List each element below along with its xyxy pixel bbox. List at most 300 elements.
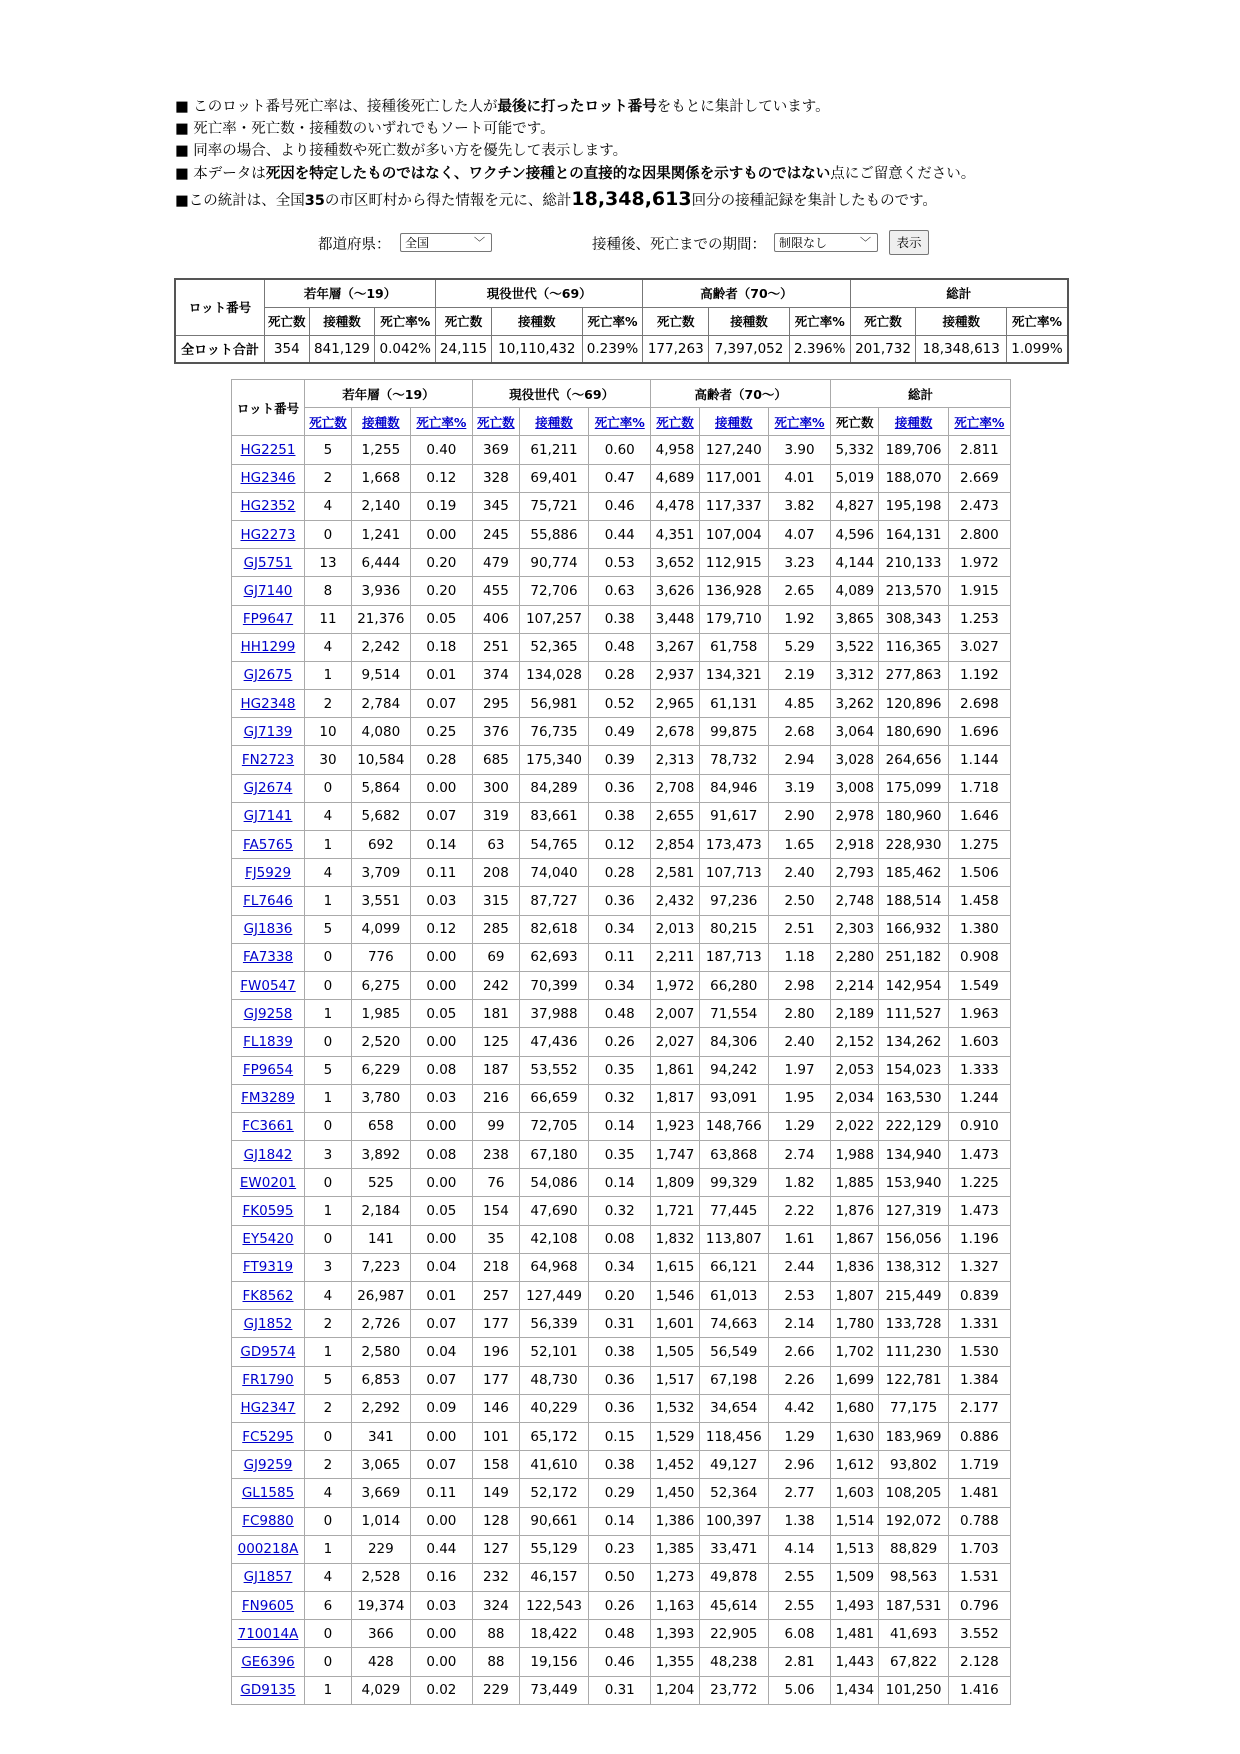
lot-number-cell[interactable]	[232, 1479, 305, 1507]
data-cell: 1.29	[768, 1422, 830, 1450]
data-cell: 0.63	[589, 577, 651, 605]
data-cell: 0.910	[948, 1112, 1010, 1140]
data-cell: 692	[351, 831, 410, 859]
lot-number-cell[interactable]	[232, 915, 305, 943]
lot-number-link[interactable]: GJ2675	[243, 667, 293, 684]
data-cell: 216	[472, 1084, 519, 1112]
data-cell: 2.98	[768, 971, 830, 999]
data-cell: 1.473	[948, 1141, 1010, 1169]
lot-number-link[interactable]: GJ2674	[243, 780, 293, 797]
data-cell: 1,876	[831, 1197, 879, 1225]
sort-link[interactable]: 死亡数	[656, 414, 694, 430]
lot-number-cell[interactable]	[232, 1507, 305, 1535]
data-cell: 11	[305, 605, 352, 633]
data-cell: 1,443	[831, 1648, 879, 1676]
lot-number-cell[interactable]	[232, 718, 305, 746]
sort-column-header[interactable]	[519, 408, 588, 436]
data-cell: 4,144	[831, 549, 879, 577]
lot-number-link[interactable]: HG2251	[240, 441, 296, 458]
data-cell: 84,306	[699, 1028, 768, 1056]
data-cell: 2.80	[768, 1000, 830, 1028]
lot-number-link[interactable]: HG2352	[240, 498, 296, 515]
lot-number-link[interactable]: FK8562	[242, 1287, 294, 1304]
sort-link[interactable]: 死亡率%	[774, 414, 825, 430]
data-cell: 328	[472, 464, 519, 492]
notes	[175, 96, 1075, 212]
column-header: 死亡率%	[789, 307, 850, 335]
sort-column-header[interactable]	[948, 408, 1010, 436]
data-cell: 72,706	[519, 577, 588, 605]
data-cell: 2.473	[948, 492, 1010, 520]
data-cell: 2.128	[948, 1648, 1010, 1676]
lot-number-link[interactable]: FK0595	[242, 1203, 294, 1220]
data-cell: 685	[472, 746, 519, 774]
data-cell: 9,514	[351, 661, 410, 689]
data-cell: 1.97	[768, 1056, 830, 1084]
data-cell: 3,267	[651, 633, 699, 661]
lot-number-cell[interactable]	[232, 887, 305, 915]
lot-number-link[interactable]: HG2346	[240, 470, 296, 487]
data-cell: 107,004	[699, 520, 768, 548]
data-cell: 0.05	[410, 1000, 472, 1028]
prefecture-select[interactable]: 全国 ﹀	[400, 233, 492, 252]
data-cell: 127,449	[519, 1282, 588, 1310]
lot-number-cell[interactable]	[232, 1169, 305, 1197]
data-cell: 40,229	[519, 1394, 588, 1422]
lot-number-cell[interactable]	[232, 1394, 305, 1422]
lot-number-cell[interactable]	[232, 1563, 305, 1591]
summary-label: 全ロット合計	[175, 335, 265, 363]
data-cell: 154	[472, 1197, 519, 1225]
lot-number-cell[interactable]	[232, 802, 305, 830]
lot-number-cell[interactable]	[232, 520, 305, 548]
data-cell: 300	[472, 774, 519, 802]
lot-number-cell[interactable]	[232, 464, 305, 492]
data-cell: 2,022	[831, 1112, 879, 1140]
table-row	[232, 605, 1011, 633]
data-cell: 0.34	[589, 971, 651, 999]
data-cell: 1.38	[768, 1507, 830, 1535]
data-cell: 47,436	[519, 1028, 588, 1056]
data-cell: 1.196	[948, 1225, 1010, 1253]
data-cell: 1.29	[768, 1112, 830, 1140]
summary-cell: 2.396%	[789, 335, 850, 363]
table-row	[232, 831, 1011, 859]
table-row	[232, 1648, 1011, 1676]
data-cell: 228,930	[879, 831, 948, 859]
lot-number-cell[interactable]	[232, 943, 305, 971]
lot-number-link[interactable]: FA7338	[242, 949, 294, 966]
data-cell: 142,954	[879, 971, 948, 999]
group-header: 若年層（～19）	[305, 380, 473, 408]
data-cell: 1,481	[831, 1620, 879, 1648]
lot-number-cell[interactable]	[232, 1056, 305, 1084]
table-row	[232, 1197, 1011, 1225]
data-cell: 1,493	[831, 1592, 879, 1620]
data-cell: 0.12	[410, 915, 472, 943]
lot-number-link[interactable]: FC5295	[242, 1428, 294, 1445]
data-cell: 1.253	[948, 605, 1010, 633]
sort-link[interactable]: 接種数	[894, 414, 933, 430]
data-cell: 3,028	[831, 746, 879, 774]
lot-number-link[interactable]: 710014A	[237, 1625, 299, 1642]
lot-number-cell[interactable]	[232, 1197, 305, 1225]
chevron-down-icon: ﹀	[860, 236, 871, 249]
sort-link[interactable]: 接種数	[715, 414, 753, 430]
data-cell: 324	[472, 1592, 519, 1620]
lot-number-link[interactable]: GD9135	[240, 1682, 296, 1699]
lot-number-cell[interactable]	[232, 605, 305, 633]
lot-number-cell[interactable]	[232, 549, 305, 577]
lot-number-link[interactable]: GD9574	[240, 1343, 296, 1360]
data-cell: 177	[472, 1366, 519, 1394]
data-cell: 3,936	[351, 577, 410, 605]
lot-number-link[interactable]: GJ1836	[243, 921, 293, 938]
lot-number-cell[interactable]	[232, 436, 305, 464]
sort-column-header[interactable]	[699, 408, 768, 436]
lot-number-cell[interactable]	[232, 690, 305, 718]
lot-number-link[interactable]: FC3661	[242, 1118, 294, 1135]
data-cell: 428	[351, 1648, 410, 1676]
data-cell: 4	[305, 802, 352, 830]
data-cell: 2,784	[351, 690, 410, 718]
lot-number-link[interactable]: GL1585	[241, 1484, 295, 1501]
lot-number-cell[interactable]	[232, 1112, 305, 1140]
lot-number-cell[interactable]	[232, 1422, 305, 1450]
sort-link[interactable]: 死亡数	[477, 414, 515, 430]
lot-number-link[interactable]: HG2273	[240, 526, 296, 543]
data-cell: 23,772	[699, 1676, 768, 1704]
lot-number-cell[interactable]	[232, 1366, 305, 1394]
data-cell: 0.48	[589, 1620, 651, 1648]
data-cell: 75,721	[519, 492, 588, 520]
data-cell: 125	[472, 1028, 519, 1056]
group-header: 現役世代（～69）	[472, 380, 650, 408]
data-cell: 3.19	[768, 774, 830, 802]
data-cell: 3,780	[351, 1084, 410, 1112]
data-cell: 141	[351, 1225, 410, 1253]
data-cell: 0	[305, 1028, 352, 1056]
data-cell: 1,513	[831, 1535, 879, 1563]
lot-number-cell[interactable]	[232, 859, 305, 887]
data-cell: 2	[305, 1310, 352, 1338]
data-cell: 5	[305, 915, 352, 943]
data-cell: 45,614	[699, 1592, 768, 1620]
data-cell: 1,509	[831, 1563, 879, 1591]
data-cell: 156,056	[879, 1225, 948, 1253]
data-cell: 0.04	[410, 1253, 472, 1281]
sort-column-header[interactable]	[651, 408, 699, 436]
data-cell: 1,273	[651, 1563, 699, 1591]
data-cell: 0.36	[589, 1366, 651, 1394]
note-2: ■ 死亡率・死亡数・接種数のいずれでもソート可能です。	[175, 121, 555, 138]
data-cell: 93,802	[879, 1451, 948, 1479]
table-row	[232, 1338, 1011, 1366]
lot-number-cell[interactable]	[232, 1451, 305, 1479]
data-cell: 82,618	[519, 915, 588, 943]
lot-number-link[interactable]: GJ1842	[243, 1146, 293, 1163]
data-cell: 0	[305, 520, 352, 548]
data-cell: 0.47	[589, 464, 651, 492]
data-cell: 4,351	[651, 520, 699, 548]
data-cell: 183,969	[879, 1422, 948, 1450]
lot-number-link[interactable]: FN2723	[241, 752, 295, 769]
data-cell: 0.60	[589, 436, 651, 464]
lot-number-cell[interactable]	[232, 1028, 305, 1056]
sort-link[interactable]: 死亡率%	[416, 414, 467, 430]
sort-link[interactable]: 死亡率%	[594, 414, 645, 430]
sort-column-header[interactable]	[305, 408, 352, 436]
data-cell: 1,517	[651, 1366, 699, 1394]
data-cell: 180,960	[879, 802, 948, 830]
data-cell: 98,563	[879, 1563, 948, 1591]
table-row	[232, 746, 1011, 774]
data-cell: 0.36	[589, 887, 651, 915]
lot-number-cell[interactable]	[232, 831, 305, 859]
data-cell: 1	[305, 1084, 352, 1112]
lot-number-cell[interactable]	[232, 971, 305, 999]
data-cell: 0.03	[410, 1084, 472, 1112]
data-cell: 0	[305, 1112, 352, 1140]
data-cell: 2.90	[768, 802, 830, 830]
lot-number-cell[interactable]	[232, 1084, 305, 1112]
lot-number-link[interactable]: GE6396	[241, 1654, 295, 1671]
data-cell: 5,019	[831, 464, 879, 492]
column-header: 死亡率%	[582, 307, 643, 335]
lot-number-cell[interactable]	[232, 492, 305, 520]
lot-number-link[interactable]: HH1299	[240, 639, 296, 656]
table-row	[232, 690, 1011, 718]
data-cell: 374	[472, 661, 519, 689]
data-cell: 1.331	[948, 1310, 1010, 1338]
sort-link[interactable]: 死亡率%	[954, 414, 1005, 430]
lot-table	[231, 379, 1011, 1705]
data-cell: 8	[305, 577, 352, 605]
data-cell: 0.36	[589, 1394, 651, 1422]
data-cell: 0.35	[589, 1056, 651, 1084]
lot-number-link[interactable]: GJ9258	[243, 1005, 293, 1022]
data-cell: 1,780	[831, 1310, 879, 1338]
table-row	[232, 1394, 1011, 1422]
lot-number-link[interactable]: EW0201	[239, 1174, 297, 1191]
lot-number-link[interactable]: HG2348	[240, 695, 296, 712]
lot-number-cell[interactable]	[232, 1225, 305, 1253]
lot-number-cell[interactable]	[232, 1648, 305, 1676]
data-cell: 0	[305, 1648, 352, 1676]
sort-link[interactable]: 接種数	[535, 414, 573, 430]
lot-number-cell[interactable]	[232, 577, 305, 605]
data-cell: 0.32	[589, 1084, 651, 1112]
lot-number-link[interactable]: GJ1852	[243, 1315, 293, 1332]
data-cell: 1	[305, 1197, 352, 1225]
data-cell: 0.00	[410, 1112, 472, 1140]
data-cell: 1,721	[651, 1197, 699, 1225]
data-cell: 5,682	[351, 802, 410, 830]
lot-number-link[interactable]: GJ7140	[243, 582, 293, 599]
data-cell: 56,981	[519, 690, 588, 718]
lot-number-cell[interactable]	[232, 1338, 305, 1366]
data-cell: 52,101	[519, 1338, 588, 1366]
data-cell: 0	[305, 1620, 352, 1648]
sort-link[interactable]: 死亡数	[309, 414, 347, 430]
data-cell: 2,313	[651, 746, 699, 774]
lot-number-cell[interactable]	[232, 633, 305, 661]
data-cell: 0.12	[410, 464, 472, 492]
lot-number-link[interactable]: GJ9259	[243, 1456, 293, 1473]
data-cell: 77,445	[699, 1197, 768, 1225]
data-cell: 1.531	[948, 1563, 1010, 1591]
data-cell: 54,765	[519, 831, 588, 859]
data-cell: 6,853	[351, 1366, 410, 1394]
lot-number-link[interactable]: FT9319	[242, 1259, 294, 1276]
lot-number-cell[interactable]	[232, 1592, 305, 1620]
data-cell: 4	[305, 1563, 352, 1591]
data-cell: 0.00	[410, 943, 472, 971]
lot-number-link[interactable]: EY5420	[242, 1231, 294, 1248]
data-cell: 658	[351, 1112, 410, 1140]
lot-number-link[interactable]: FJ5929	[244, 864, 292, 881]
display-button[interactable]: 表示	[889, 230, 929, 255]
data-cell: 0.48	[589, 1000, 651, 1028]
data-cell: 0.908	[948, 943, 1010, 971]
sort-column-header[interactable]	[410, 408, 472, 436]
data-cell: 26,987	[351, 1282, 410, 1310]
data-cell: 0.44	[589, 520, 651, 548]
lot-number-cell[interactable]	[232, 1000, 305, 1028]
data-cell: 87,727	[519, 887, 588, 915]
lot-number-cell[interactable]	[232, 774, 305, 802]
table-row	[232, 915, 1011, 943]
lot-number-link[interactable]: GJ1857	[243, 1569, 293, 1586]
table-row	[232, 1169, 1011, 1197]
data-cell: 134,940	[879, 1141, 948, 1169]
data-cell: 4.14	[768, 1535, 830, 1563]
lot-number-cell[interactable]	[232, 1535, 305, 1563]
lot-number-cell[interactable]	[232, 1676, 305, 1704]
lot-number-link[interactable]: FL1839	[243, 1033, 293, 1050]
data-cell: 78,732	[699, 746, 768, 774]
data-cell: 90,774	[519, 549, 588, 577]
lot-number-link[interactable]: GJ7141	[243, 808, 293, 825]
lot-number-cell[interactable]	[232, 1282, 305, 1310]
data-cell: 0.35	[589, 1141, 651, 1169]
data-cell: 83,661	[519, 802, 588, 830]
table-row	[232, 549, 1011, 577]
data-cell: 3,669	[351, 1479, 410, 1507]
lot-number-cell[interactable]	[232, 1620, 305, 1648]
lot-number-cell[interactable]	[232, 746, 305, 774]
lot-number-link[interactable]: FC9880	[242, 1513, 294, 1530]
data-cell: 0.14	[589, 1112, 651, 1140]
sort-column-header: 死亡数	[831, 408, 879, 436]
table-row	[232, 774, 1011, 802]
data-cell: 0.09	[410, 1394, 472, 1422]
data-cell: 111,230	[879, 1338, 948, 1366]
sort-column-header[interactable]	[768, 408, 830, 436]
lot-number-link[interactable]: FP9647	[242, 611, 294, 628]
data-cell: 1.244	[948, 1084, 1010, 1112]
data-cell: 1,603	[831, 1479, 879, 1507]
data-cell: 1,393	[651, 1620, 699, 1648]
data-cell: 1.95	[768, 1084, 830, 1112]
data-cell: 3,065	[351, 1451, 410, 1479]
data-cell: 61,211	[519, 436, 588, 464]
data-cell: 776	[351, 943, 410, 971]
summary-cell: 0.042%	[375, 335, 436, 363]
data-cell: 1,241	[351, 520, 410, 548]
table-row	[232, 577, 1011, 605]
data-cell: 67,822	[879, 1648, 948, 1676]
lot-number-cell[interactable]	[232, 1310, 305, 1338]
data-cell: 173,473	[699, 831, 768, 859]
lot-number-link[interactable]: FN9605	[241, 1597, 295, 1614]
lot-number-cell[interactable]	[232, 661, 305, 689]
lot-number-link[interactable]: 000218A	[237, 1541, 299, 1558]
lot-number-link[interactable]: GJ5751	[243, 554, 293, 571]
lot-number-link[interactable]: FA5765	[242, 836, 294, 853]
data-cell: 0.07	[410, 1310, 472, 1338]
data-cell: 0.52	[589, 690, 651, 718]
lot-number-cell[interactable]	[232, 1141, 305, 1169]
lot-number-link[interactable]: FR1790	[242, 1372, 294, 1389]
data-cell: 127,319	[879, 1197, 948, 1225]
data-cell: 251	[472, 633, 519, 661]
data-cell: 0.03	[410, 1592, 472, 1620]
sort-column-header[interactable]	[472, 408, 519, 436]
data-cell: 6,444	[351, 549, 410, 577]
lot-number-link[interactable]: HG2347	[240, 1400, 296, 1417]
data-cell: 88,829	[879, 1535, 948, 1563]
data-cell: 1.333	[948, 1056, 1010, 1084]
table-row	[232, 1253, 1011, 1281]
lot-number-link[interactable]: FL7646	[243, 892, 293, 909]
data-cell: 2	[305, 464, 352, 492]
data-cell: 0.01	[410, 661, 472, 689]
data-cell: 2.74	[768, 1141, 830, 1169]
data-cell: 5.06	[768, 1676, 830, 1704]
data-cell: 93,091	[699, 1084, 768, 1112]
data-cell: 308,343	[879, 605, 948, 633]
data-cell: 0.11	[410, 1479, 472, 1507]
data-cell: 1,163	[651, 1592, 699, 1620]
group-header: 総計	[850, 279, 1068, 307]
data-cell: 2.50	[768, 887, 830, 915]
lot-number-link[interactable]: FW0547	[240, 977, 296, 994]
data-cell: 1.458	[948, 887, 1010, 915]
lot-number-cell[interactable]	[232, 1253, 305, 1281]
sort-column-header[interactable]	[351, 408, 410, 436]
prefecture-label: 都道府県：	[318, 237, 391, 253]
data-cell: 63,868	[699, 1141, 768, 1169]
data-cell: 0.44	[410, 1535, 472, 1563]
data-cell: 0.48	[589, 633, 651, 661]
lot-number-link[interactable]: GJ7139	[243, 723, 293, 740]
lot-number-link[interactable]: FP9654	[242, 1062, 294, 1079]
data-cell: 0.04	[410, 1338, 472, 1366]
table-row	[232, 1282, 1011, 1310]
table-row	[232, 1422, 1011, 1450]
sort-column-header[interactable]	[589, 408, 651, 436]
data-cell: 0.16	[410, 1563, 472, 1591]
lot-number-link[interactable]: FM3289	[241, 1090, 295, 1107]
sort-link[interactable]: 接種数	[362, 414, 400, 430]
sort-column-header[interactable]	[879, 408, 948, 436]
data-cell: 1,668	[351, 464, 410, 492]
period-select[interactable]: 制限なし ﹀	[774, 233, 878, 252]
data-cell: 100,397	[699, 1507, 768, 1535]
data-cell: 187,531	[879, 1592, 948, 1620]
table-row	[232, 1563, 1011, 1591]
